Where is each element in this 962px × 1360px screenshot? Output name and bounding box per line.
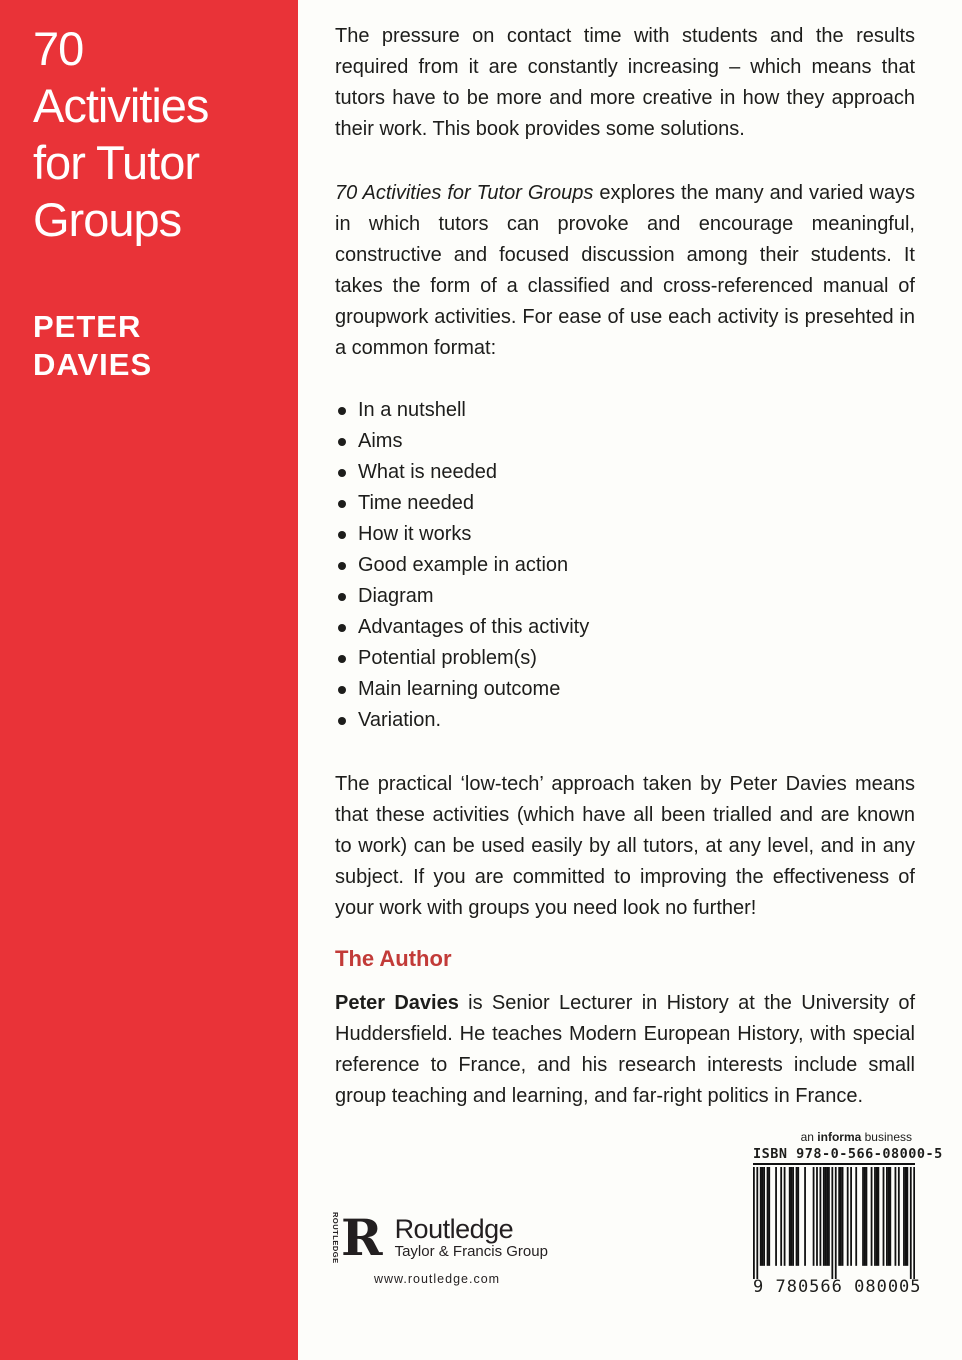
list-item-label: Time needed xyxy=(358,492,474,514)
routledge-logo-letter: R xyxy=(341,1208,383,1267)
author-name-inline: Peter Davies xyxy=(335,992,459,1014)
list-item xyxy=(335,395,915,426)
list-item-label: What is needed xyxy=(358,461,497,483)
publisher-url: www.routledge.com xyxy=(374,1272,501,1286)
bullet-icon xyxy=(338,717,346,725)
bullet-icon xyxy=(338,655,346,663)
routledge-logo-vertical-text: ROUTLEDGE xyxy=(331,1212,340,1264)
bullet-icon xyxy=(338,438,346,446)
list-item-label: How it works xyxy=(358,523,472,545)
bullet-icon xyxy=(338,624,346,632)
list-item xyxy=(335,519,915,550)
book-title-line: Activities xyxy=(33,79,209,132)
bullet-icon xyxy=(338,593,346,601)
list-item-label: Variation. xyxy=(358,709,442,731)
book-title-line: Groups xyxy=(33,193,182,246)
author-section-heading: The Author xyxy=(335,946,452,971)
blurb-paragraph-3: The practical ‘low-tech’ approach taken by Peter Davies means that these activities (which have all been trialled and are known to work) can be used easily by all tutors, at any level, and in any subject. If you are committed to improving the effectiveness of your work with groups you need look no further! xyxy=(335,773,915,919)
book-title-inline: 70 Activities for Tutor Groups xyxy=(335,182,594,204)
book-author-line: PETER xyxy=(33,309,142,344)
publisher-block xyxy=(330,1208,548,1286)
book-title-line: for Tutor xyxy=(33,136,200,189)
list-item xyxy=(335,612,915,643)
bullet-icon xyxy=(338,407,346,415)
blurb-paragraph-2 xyxy=(335,178,915,364)
bullet-icon xyxy=(338,469,346,477)
author-bio-paragraph xyxy=(335,988,915,1112)
list-item xyxy=(335,674,915,705)
barcode-image xyxy=(753,1167,915,1279)
book-author-line: DAVIES xyxy=(33,347,153,382)
list-item-label: Main learning outcome xyxy=(358,678,561,700)
list-item-label: Aims xyxy=(358,430,403,452)
informa-prefix: an xyxy=(800,1130,818,1144)
list-item xyxy=(335,426,915,457)
list-item-label: Potential problem(s) xyxy=(358,647,537,669)
list-item xyxy=(335,581,915,612)
isbn-digits: 9 780566 080005 xyxy=(753,1277,922,1297)
isbn-label: ISBN 978-0-566-08000-5 xyxy=(753,1146,915,1165)
bullet-icon xyxy=(338,562,346,570)
blurb-paragraph-2-text: explores the many and varied ways in which tutors can provoke and encourage meaningful, constructive and focused discussion among their students. It takes the form of a classified and cross-referenced manual of groupwork activities. For ease of use each activity is presehted in a common format: xyxy=(335,182,915,359)
book-title xyxy=(33,20,208,248)
bullet-icon xyxy=(338,686,346,694)
list-item xyxy=(335,488,915,519)
bullet-icon xyxy=(338,531,346,539)
informa-suffix: business xyxy=(861,1130,912,1144)
informa-brand: informa xyxy=(817,1130,862,1144)
activity-format-list xyxy=(335,395,915,736)
publisher-name: Routledge xyxy=(394,1214,514,1244)
informa-business-line xyxy=(801,1130,912,1144)
list-item xyxy=(335,550,915,581)
blurb-paragraph-1: The pressure on contact time with students and the results required from it are constantly increasing – which means that tutors have to be more and more creative in how they approach their work. This book provides some solutions. xyxy=(335,25,915,140)
bullet-icon xyxy=(338,500,346,508)
list-item xyxy=(335,457,915,488)
book-title-line: 70 xyxy=(33,22,84,75)
publisher-group: Taylor & Francis Group xyxy=(394,1243,548,1260)
list-item-label: Diagram xyxy=(358,585,434,607)
book-author-name xyxy=(33,308,152,384)
list-item-label: In a nutshell xyxy=(358,399,466,421)
isbn-barcode-block xyxy=(753,1146,943,1297)
list-item xyxy=(335,643,915,674)
list-item xyxy=(335,705,915,736)
list-item-label: Advantages of this activity xyxy=(358,616,590,638)
cover-red-panel xyxy=(0,0,298,1360)
routledge-logo-icon xyxy=(330,1208,383,1267)
list-item-label: Good example in action xyxy=(358,554,569,576)
author-bio-text: is Senior Lecturer in History at the University of Huddersfield. He teaches Modern European History, with special reference to France, and his research interests include small group teaching and learning, and far-right politics in France. xyxy=(335,992,916,1107)
back-cover-text xyxy=(335,0,915,1112)
